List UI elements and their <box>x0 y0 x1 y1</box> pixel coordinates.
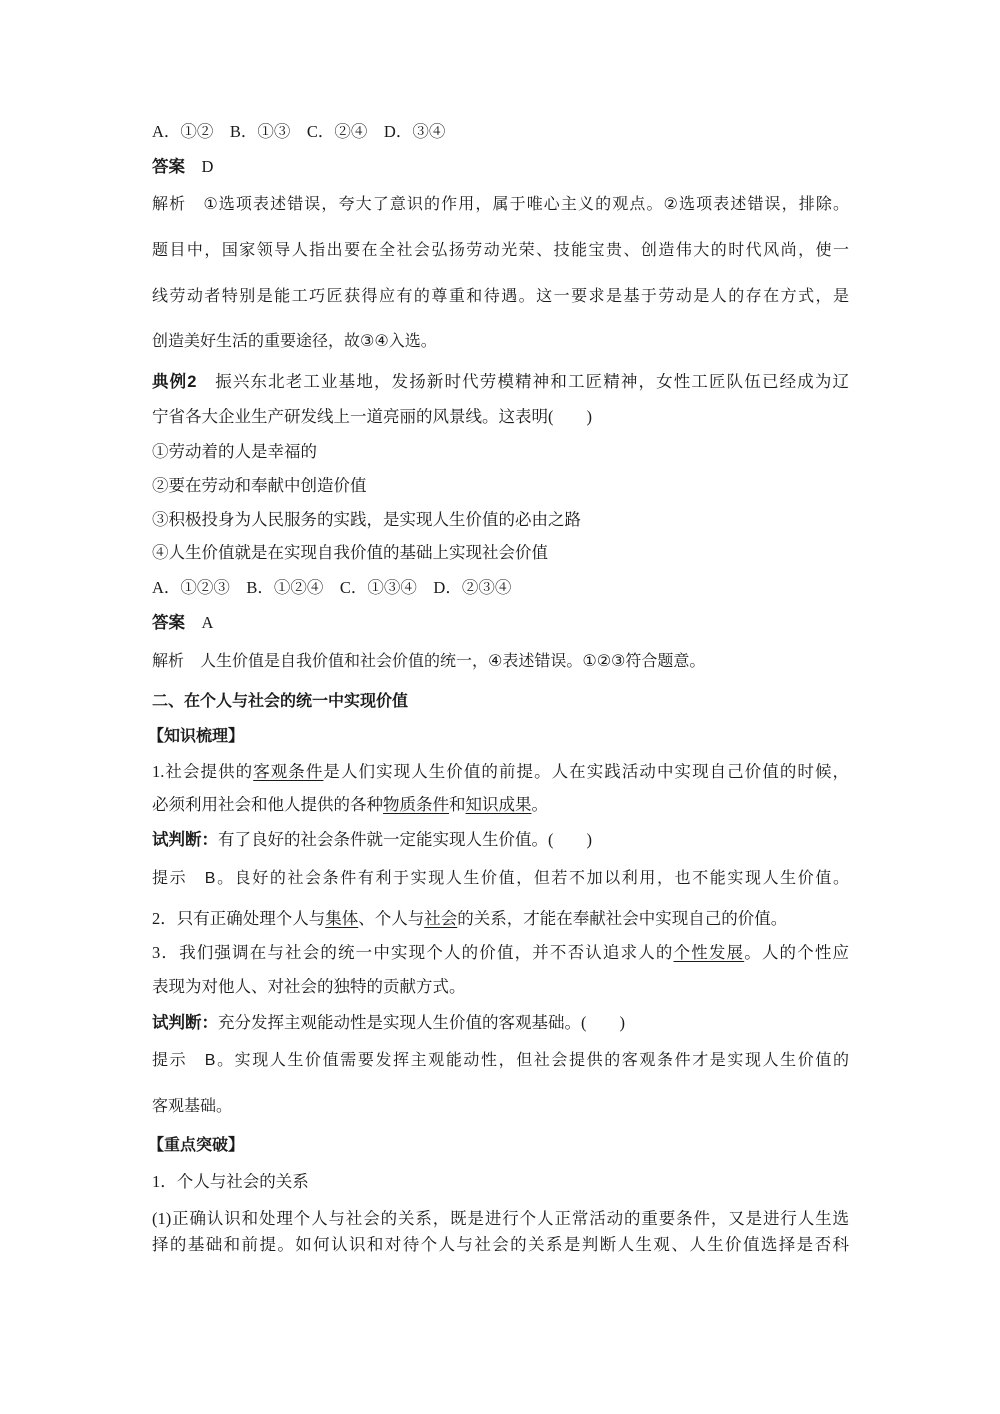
line-text: 人生价值是自我价值和社会价值的统一，④表述错误。①②③符合题意。 <box>184 653 706 670</box>
line-text: 充分发挥主观能动性是实现人生价值的客观基础。( ) <box>218 1013 625 1032</box>
line-text: 和 <box>449 795 466 814</box>
topic-heading <box>152 1171 849 1193</box>
line-label: 答案 <box>152 614 185 632</box>
subsection-heading <box>148 726 845 748</box>
line-label: 解析 <box>152 653 185 670</box>
line-text: 有了良好的社会条件就一定能实现人生价值。( ) <box>218 830 592 849</box>
text-line <box>152 794 849 816</box>
line-text: ①选项表述错误，夸大了意识的作用，属于唯心主义的观点。②选项表述错误，排除。 <box>186 196 849 213</box>
options-line <box>152 577 849 599</box>
answer-line <box>152 612 849 634</box>
line-text: 【知识梳理】 <box>148 728 245 745</box>
text-line <box>152 976 849 998</box>
underlined-keyword: 物质条件 <box>383 795 449 814</box>
section-heading <box>152 691 849 713</box>
text-line <box>152 240 849 262</box>
line-text: 2．只有正确处理个人与 <box>152 909 326 928</box>
line-text: 宁省各大企业生产研发线上一道亮丽的风景线。这表明( ) <box>152 407 592 426</box>
line-label: 典例2 <box>152 373 197 391</box>
line-text: 表现为对他人、对社会的独特的贡献方式。 <box>152 977 466 996</box>
line-label: 试判断： <box>152 831 218 849</box>
text-line <box>152 761 849 783</box>
line-label: 试判断： <box>152 1014 218 1032</box>
underlined-keyword: 个性发展 <box>673 943 745 962</box>
line-text: 。 <box>531 795 548 814</box>
line-text: B。实现人生价值需要发挥主观能动性，但社会提供的客观条件才是实现人生价值的 <box>187 1052 849 1069</box>
text-line <box>152 1208 849 1230</box>
example-line <box>152 371 849 393</box>
line-text: A．①② B．①③ C．②④ D．③④ <box>152 122 446 141</box>
line-text: 择的基础和前提。如何认识和对待个人与社会的关系是判断人生观、人生价值选择是否科 <box>152 1235 849 1254</box>
line-text: 线劳动者特别是能工巧匠获得应有的尊重和待遇。这一要求是基于劳动是人的存在方式，是 <box>152 288 849 305</box>
options-line <box>152 121 849 143</box>
text-line <box>152 509 849 531</box>
line-text: 题目中，国家领导人指出要在全社会弘扬劳动光荣、技能宝贵、创造伟大的时代风尚，使一 <box>152 242 849 259</box>
line-text: D <box>185 157 214 176</box>
line-text: ③积极投身为人民服务的实践，是实现人生价值的必由之路 <box>152 510 581 529</box>
line-text: A <box>185 613 214 632</box>
analysis-line <box>152 651 849 673</box>
text-line <box>152 1234 849 1256</box>
line-text: B。良好的社会条件有利于实现人生价值，但若不加以利用，也不能实现人生价值。 <box>187 870 849 887</box>
hint-line <box>152 1050 849 1072</box>
text-line <box>152 908 849 930</box>
line-text: 1.社会提供的 <box>152 762 254 781</box>
line-text: 、个人与 <box>358 909 425 928</box>
line-text: 是人们实现人生价值的前提。人在实践活动中实现自己价值的时候， <box>323 762 850 781</box>
text-line <box>152 542 849 564</box>
line-text: 的关系，才能在奉献社会中实现自己的价值。 <box>457 909 788 928</box>
text-line <box>152 331 849 353</box>
answer-line <box>152 156 849 178</box>
line-text: 【重点突破】 <box>148 1137 245 1154</box>
underlined-keyword: 集体 <box>325 909 359 928</box>
judgment-line <box>152 1012 849 1034</box>
line-text: 必须利用社会和他人提供的各种 <box>152 795 383 814</box>
text-line <box>152 475 849 497</box>
underlined-keyword: 知识成果 <box>465 795 532 814</box>
line-text: 二、在个人与社会的统一中实现价值 <box>152 693 409 710</box>
subsection-heading <box>148 1135 845 1157</box>
text-line <box>152 1096 849 1118</box>
text-line <box>152 942 849 964</box>
text-line <box>152 406 849 428</box>
line-label: 提示 <box>152 870 188 887</box>
line-text: 客观基础。 <box>152 1098 233 1115</box>
line-text: 3．我们强调在与社会的统一中实现个人的价值，并不否认追求人的 <box>152 943 674 962</box>
line-text: ②要在劳动和奉献中创造价值 <box>152 476 367 495</box>
line-label: 提示 <box>152 1052 188 1069</box>
line-text: 1．个人与社会的关系 <box>152 1172 309 1191</box>
line-text: 振兴东北老工业基地，发扬新时代劳模精神和工匠精神，女性工匠队伍已经成为辽 <box>196 372 849 391</box>
line-text: 创造美好生活的重要途径，故③④入选。 <box>152 333 437 350</box>
underlined-keyword: 客观条件 <box>253 762 324 781</box>
text-line <box>152 286 849 308</box>
underlined-keyword: 社会 <box>424 909 458 928</box>
judgment-line <box>152 829 849 851</box>
line-text: A．①②③ B．①②④ C．①③④ D．②③④ <box>152 578 512 597</box>
line-text: ④人生价值就是在实现自我价值的基础上实现社会价值 <box>152 543 548 562</box>
line-text: (1)正确认识和处理个人与社会的关系，既是进行个人正常活动的重要条件，又是进行人生选 <box>152 1209 849 1228</box>
line-text: ①劳动着的人是幸福的 <box>152 442 317 461</box>
line-text: 。人的个性应 <box>744 943 850 962</box>
line-label: 答案 <box>152 158 185 176</box>
hint-line <box>152 868 849 890</box>
analysis-line <box>152 194 849 216</box>
line-label: 解析 <box>152 196 187 213</box>
text-line <box>152 441 849 463</box>
